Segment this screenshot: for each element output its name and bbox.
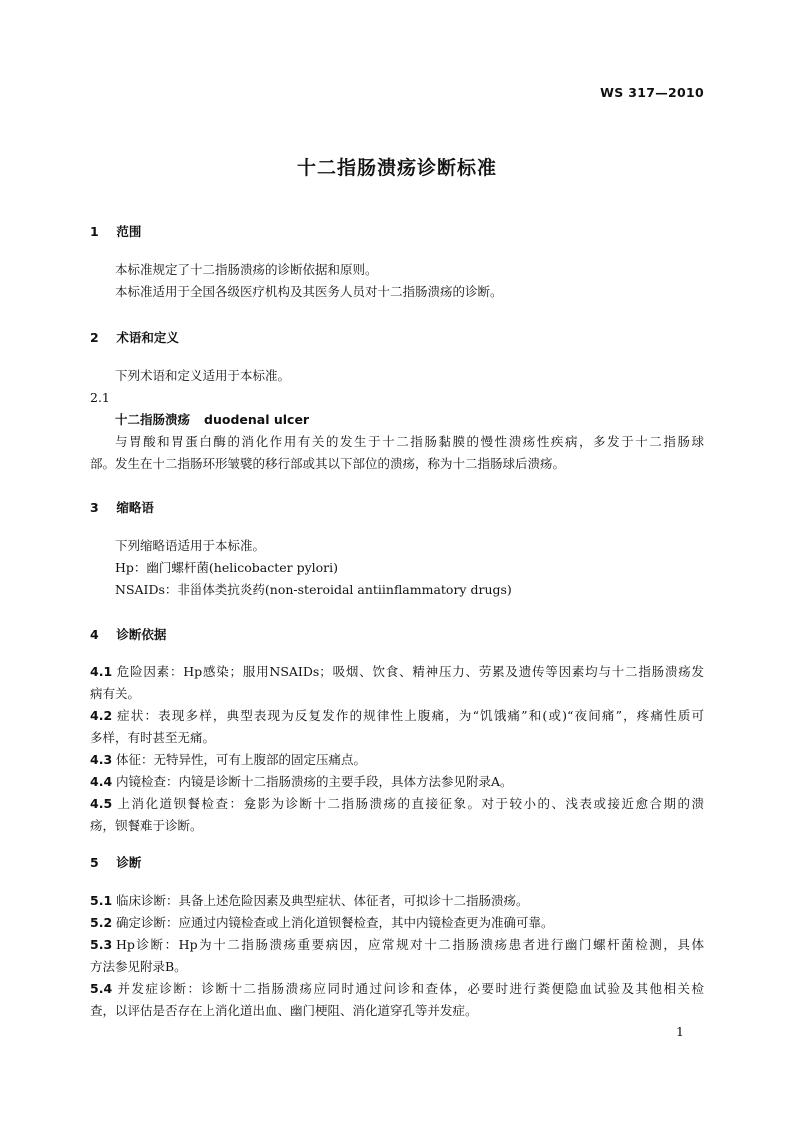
clause-number: 5.4	[90, 981, 113, 996]
clause-number: 4.2	[90, 708, 113, 723]
term-english: duodenal ulcer	[204, 412, 310, 427]
clause-text: 体征：无特异性，可有上腹部的固定压痛点。	[116, 752, 367, 767]
section-title: 范围	[116, 224, 142, 239]
term-entry	[115, 409, 704, 431]
clause-number: 5.3	[90, 937, 113, 952]
section-number: 2	[90, 330, 99, 345]
clause-4-2	[90, 705, 704, 727]
term-chinese: 十二指肠溃疡	[115, 412, 191, 427]
section-heading-3	[90, 498, 154, 516]
clause-5-3	[90, 934, 704, 956]
section-heading-2	[90, 328, 179, 346]
clause-number: 2.1	[90, 390, 110, 405]
clause-text: 内镜检查：内镜是诊断十二指肠溃疡的主要手段，具体方法参见附录A。	[116, 774, 513, 789]
clause-4-1	[90, 661, 704, 683]
clause-4-3	[90, 749, 704, 771]
clause-number: 4.4	[90, 774, 113, 789]
clause-5-4	[90, 978, 704, 1000]
clause-5-1	[90, 890, 704, 912]
section-heading-4	[90, 625, 166, 643]
section-title: 诊断	[116, 855, 142, 870]
section-title: 缩略语	[116, 500, 154, 515]
clause-text: 临床诊断：具备上述危险因素及典型症状、体征者，可拟诊十二指肠溃疡。	[116, 893, 529, 908]
section-number: 1	[90, 224, 99, 239]
clause-text: 症状：表现多样，典型表现为反复发作的规律性上腹痛，为“饥饿痛”和(或)“夜间痛”，疼痛性质可	[116, 708, 704, 723]
clause-text: 上消化道钡餐检查：龛影为诊断十二指肠溃疡的直接征象。对于较小的、浅表或接近愈合期的溃	[116, 796, 704, 811]
clause-text: 确定诊断：应通过内镜检查或上消化道钡餐检查，其中内镜检查更为准确可靠。	[116, 915, 554, 930]
section-heading-1	[90, 222, 141, 240]
clause-text-cont: 疡，钡餐难于诊断。	[90, 818, 203, 833]
clause-4-4	[90, 771, 704, 793]
paragraph: 本标准适用于全国各级医疗机构及其医务人员对十二指肠溃疡的诊断。	[115, 284, 503, 299]
clause-number: 5.2	[90, 915, 113, 930]
document-title: 十二指肠溃疡诊断标准	[296, 157, 497, 179]
clause-text-cont: 方法参见附录B。	[90, 959, 187, 974]
clause-text: 危险因素：Hp感染；服用NSAIDs；吸烟、饮食、精神压力、劳累及遗传等因素均与十二指肠溃疡发	[116, 664, 704, 679]
paragraph: 下列术语和定义适用于本标准。	[115, 368, 291, 383]
page-number: 1	[676, 1024, 684, 1039]
section-number: 3	[90, 500, 99, 515]
abbreviation-entry: Hp：幽门螺杆菌(helicobacter pylori)	[115, 560, 339, 575]
clause-text: Hp诊断：Hp为十二指肠溃疡重要病因，应常规对十二指肠溃疡患者进行幽门螺杆菌检测，具体	[116, 937, 704, 952]
clause-4-5	[90, 793, 704, 815]
clause-text-cont: 查，以评估是否存在上消化道出血、幽门梗阻、消化道穿孔等并发症。	[90, 1003, 478, 1018]
paragraph: 本标准规定了十二指肠溃疡的诊断依据和原则。	[115, 262, 378, 277]
paragraph: 下列缩略语适用于本标准。	[115, 538, 266, 553]
section-title: 术语和定义	[116, 330, 179, 345]
section-title: 诊断依据	[116, 627, 167, 642]
standard-code: WS 317—2010	[600, 85, 704, 100]
section-heading-5	[90, 853, 141, 871]
clause-number: 4.1	[90, 664, 113, 679]
clause-number: 4.3	[90, 752, 113, 767]
clause-number: 5.1	[90, 893, 113, 908]
clause-text-cont: 病有关。	[90, 686, 141, 701]
definition-line: 与胃酸和胃蛋白酶的消化作用有关的发生于十二指肠黏膜的慢性溃疡性疾病，多发于十二指肠球	[115, 434, 704, 449]
clause-text: 并发症诊断：诊断十二指肠溃疡应同时通过问诊和查体，必要时进行粪便隐血试验及其他相关检	[116, 981, 704, 996]
section-number: 5	[90, 855, 99, 870]
section-number: 4	[90, 627, 99, 642]
clause-5-2	[90, 912, 704, 934]
abbreviation-entry: NSAIDs：非甾体类抗炎药(non-steroidal antiinflammatory drugs)	[115, 582, 512, 597]
clause-text-cont: 多样，有时甚至无痛。	[90, 730, 216, 745]
definition-line: 部。发生在十二指肠环形皱襞的移行部或其以下部位的溃疡，称为十二指肠球后溃疡。	[90, 456, 566, 471]
clause-number: 4.5	[90, 796, 113, 811]
